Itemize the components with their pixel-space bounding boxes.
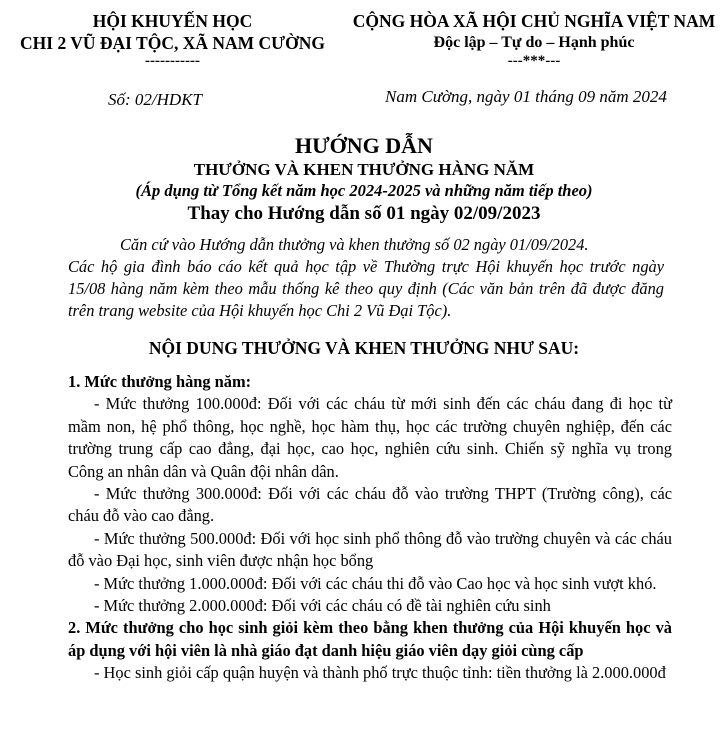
document-subtitle: THƯỞNG VÀ KHEN THƯỞNG HÀNG NĂM	[193, 160, 535, 179]
application-note: (Áp dụng từ Tổng kết năm học 2024-2025 và những năm tiếp theo)	[135, 181, 593, 200]
national-motto: Độc lập – Tự do – Hạnh phúc	[433, 34, 635, 51]
replacement-note: Thay cho Hướng dẫn số 01 ngày 02/09/2023	[187, 203, 541, 224]
title-block	[0, 133, 728, 226]
reward-item: - Mức thưởng 100.000đ: Đối với các cháu từ mới sinh đến các cháu đang đi học từ mầm non, hệ phổ thông, học nghề, học hàm thụ, học các trường chuyên nghiệp, đến các trường trung cấp cao đẳng, đại học, cao học, nghiên cứu sinh. Chiến sỹ nghĩa vụ trong Công an nhân dân và Quân đội nhân dân.	[68, 394, 672, 481]
reward-item: - Mức thưởng 2.000.000đ: Đối với các cháu có đề tài nghiên cứu sinh	[94, 596, 551, 616]
reward-item: - Mức thưởng 500.000đ: Đối với học sinh phổ thông đỗ vào trường chuyên và các cháu đỗ vào Đại học, sinh viên được nhận học bổng	[68, 528, 672, 571]
org-branch: CHI 2 VŨ ĐẠI TỘC, XÃ NAM CƯỜNG	[20, 33, 325, 53]
intro-basis: Căn cứ vào Hướng dẫn thưởng và khen thưởng số 02 ngày 01/09/2024.	[120, 235, 589, 254]
org-separator: -----------	[145, 53, 200, 69]
nation-name: CỘNG HÒA XÃ HỘI CHỦ NGHĨA VIỆT NAM	[352, 11, 716, 31]
organization-header	[0, 10, 345, 68]
section-2-heading: 2. Mức thưởng cho học sinh giỏi kèm theo bằng khen thưởng của Hội khuyến học và áp dụng với hội viên là nhà giáo đạt danh hiệu giáo viên dạy giỏi cùng cấp	[68, 618, 672, 660]
document-number: Số: 02/HDKT	[108, 90, 202, 109]
section-1-heading: 1. Mức thưởng hàng năm:	[68, 372, 252, 391]
document-title: HƯỚNG DẪN	[295, 133, 433, 158]
reward-item: - Mức thưởng 1.000.000đ: Đối với các cháu thi đỗ vào Cao học và học sinh vượt khó.	[94, 573, 657, 593]
section-title: NỘI DUNG THƯỞNG VÀ KHEN THƯỞNG NHƯ SAU:	[148, 338, 580, 358]
reward-content	[68, 371, 672, 685]
reward-item: - Mức thưởng 300.000đ: Đối với các cháu đỗ vào trường THPT (Trường công), các cháu đỗ vào cao đẳng.	[68, 484, 672, 526]
intro-paragraphs	[68, 234, 664, 322]
org-name: HỘI KHUYẾN HỌC	[92, 11, 253, 31]
intro-reporting: Các hộ gia đình báo cáo kết quả học tập về Thường trực Hội khuyến học trước ngày 15/08 hàng năm kèm theo mẫu thống kê theo quy định (Các văn bản trên đã được đăng trên trang website của Hội khuyến học Chi 2 Vũ Đại Tộc).	[68, 257, 664, 320]
motto-separator: ---***---	[507, 53, 561, 69]
national-header	[340, 10, 728, 68]
document-date: Nam Cường, ngày 01 tháng 09 năm 2024	[385, 87, 667, 106]
reward-item: - Học sinh giỏi cấp quận huyện và thành phố trực thuộc tỉnh: tiền thưởng là 2.000.000đ	[94, 663, 666, 683]
